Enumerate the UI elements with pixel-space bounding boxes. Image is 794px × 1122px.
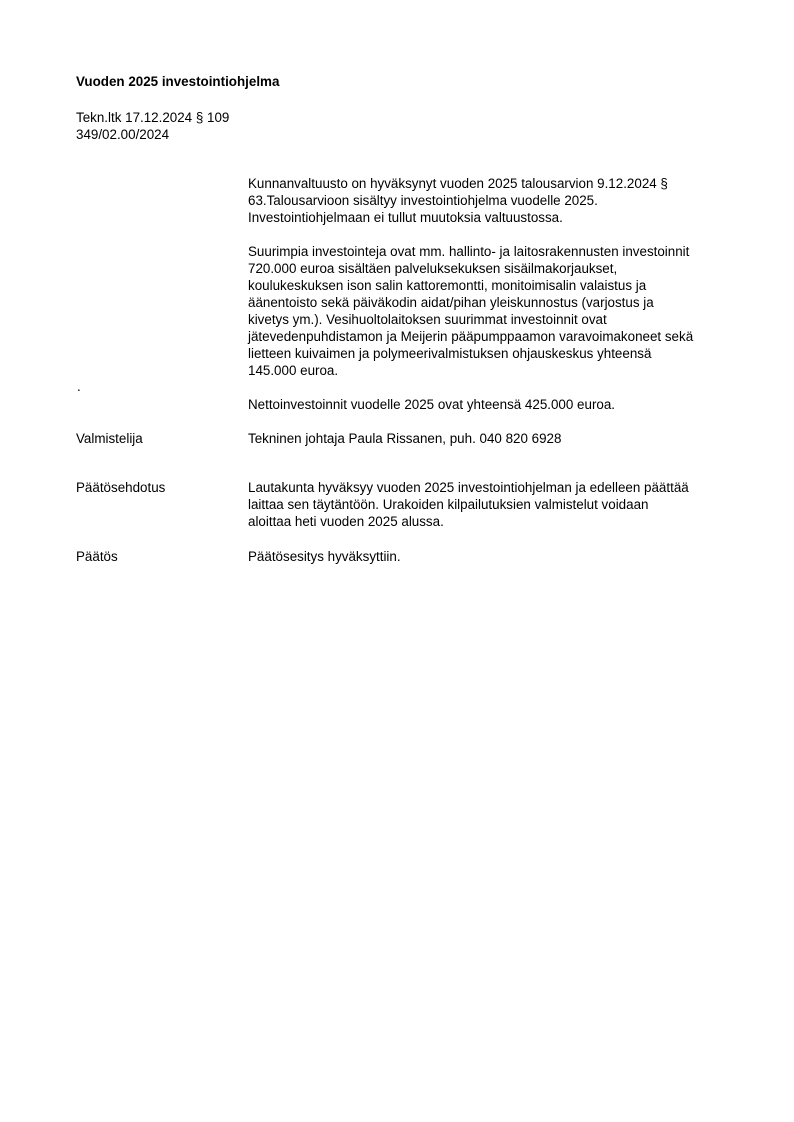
preparer-paragraph: [248, 430, 743, 447]
text-line: 145.000 euroa.: [248, 363, 339, 378]
preparer-label: Valmistelija: [76, 431, 143, 446]
text-line: koulukeskuksen ison salin kattoremontti, monitoimisalin valaistus ja: [248, 278, 647, 293]
text-line: kivetys ym.). Vesihuoltolaitoksen suurimmat investoinnit ovat: [248, 312, 607, 327]
case-number: 349/02.00/2024: [76, 127, 170, 142]
text-line: jätevedenpuhdistamon ja Meijerin pääpumppaamon varavoimakoneet sekä: [248, 329, 694, 344]
text-line: Suurimpia investointeja ovat mm. hallinto- ja laitosrakennusten investoinnit: [248, 244, 690, 259]
intro-paragraph: [248, 175, 743, 226]
text-line: 720.000 euroa sisältäen palveluksekuksen sisäilmakorjaukset,: [248, 261, 618, 276]
text-line: laittaa sen täytäntöön. Urakoiden kilpailutuksien valmistelut voidaan: [248, 497, 649, 512]
meeting-reference: Tekn.ltk 17.12.2024 § 109: [76, 110, 230, 125]
text-line: äänentoisto sekä päiväkodin aidat/pihan yleiskunnostus (varjostus ja: [248, 295, 654, 310]
investments-paragraph: [248, 243, 743, 379]
decision-paragraph: [248, 548, 743, 565]
text-line: Investointiohjelmaan ei tullut muutoksia valtuustossa.: [248, 210, 563, 225]
document-meta: [76, 109, 229, 143]
net-investments-paragraph: [248, 396, 743, 413]
decision-label: Päätös: [76, 549, 118, 564]
text-line: Nettoinvestoinnit vuodelle 2025 ovat yhteensä 425.000 euroa.: [248, 397, 616, 412]
preparer-text: Tekninen johtaja Paula Rissanen, puh. 040 820 6928: [248, 431, 562, 446]
stray-mark: .: [77, 379, 81, 394]
text-line: aloittaa heti vuoden 2025 alussa.: [248, 514, 444, 529]
text-line: 63.Talousarvioon sisältyy investointiohjelma vuodelle 2025.: [248, 193, 598, 208]
text-line: Kunnanvaltuusto on hyväksynyt vuoden 2025 talousarvion 9.12.2024 §: [248, 176, 668, 191]
proposal-paragraph: [248, 479, 743, 530]
decision-text: Päätösesitys hyväksyttiin.: [248, 549, 401, 564]
text-line: lietteen kuivaimen ja polymeerivalmistuksen ohjauskeskus yhteensä: [248, 346, 652, 361]
text-line: Lautakunta hyväksyy vuoden 2025 investointiohjelman ja edelleen päättää: [248, 480, 689, 495]
document-title: Vuoden 2025 investointiohjelma: [76, 74, 280, 89]
proposal-label: Päätösehdotus: [76, 480, 166, 495]
